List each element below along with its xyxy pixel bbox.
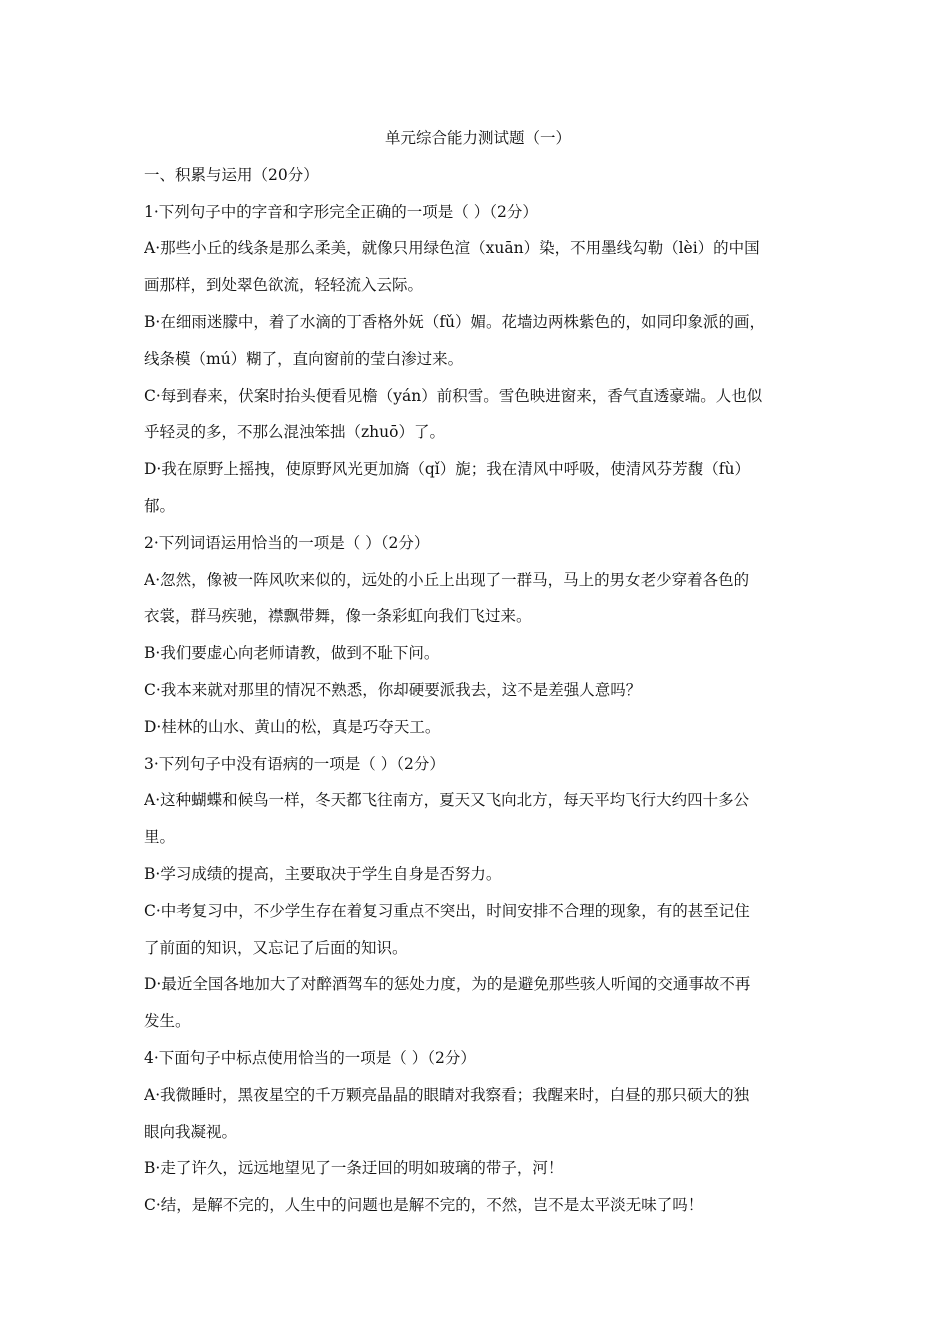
question-1-option-b-line-2: 线条模（mú）糊了，直向窗前的莹白渗过来。 xyxy=(144,349,464,368)
question-3-option-a-line-2: 里。 xyxy=(144,828,176,847)
question-1-stem: 1·下列句子中的字音和字形完全正确的一项是（ ）（2分） xyxy=(144,202,538,221)
question-2-option-a-line-1: A·忽然，像被一阵风吹来似的，远处的小丘上出现了一群马，马上的男女老少穿着各色的 xyxy=(144,570,750,589)
question-1-option-d-line-2: 郁。 xyxy=(144,496,176,515)
question-1-option-c-line-2: 乎轻灵的多，不那么混浊笨拙（zhuō）了。 xyxy=(144,423,445,442)
question-2-stem: 2·下列词语运用恰当的一项是（ ）（2分） xyxy=(144,533,430,552)
question-3-option-b: B·学习成绩的提高，主要取决于学生自身是否努力。 xyxy=(144,864,502,883)
question-1-option-a-line-2: 画那样，到处翠色欲流，轻轻流入云际。 xyxy=(144,276,424,295)
question-2-option-a-line-2: 衣裳，群马疾驰，襟飘带舞，像一条彩虹向我们飞过来。 xyxy=(144,607,532,626)
section-heading: 一、积累与运用（20分） xyxy=(144,165,319,184)
question-4-option-a-line-2: 眼向我凝视。 xyxy=(144,1122,238,1141)
question-4-stem: 4·下面句子中标点使用恰当的一项是（ ）（2分） xyxy=(144,1048,476,1067)
question-3-option-c-line-2: 了前面的知识，又忘记了后面的知识。 xyxy=(144,938,408,957)
question-3-option-d-line-2: 发生。 xyxy=(144,1012,191,1031)
question-4-option-c: C·结，是解不完的，人生中的问题也是解不完的，不然，岂不是太平淡无味了吗！ xyxy=(144,1196,704,1215)
question-3-option-d-line-1: D·最近全国各地加大了对醉酒驾车的惩处力度，为的是避免那些骇人听闻的交通事故不再 xyxy=(144,975,751,994)
page-title: 单元综合能力测试题（一） xyxy=(384,129,571,147)
question-2-option-d: D·桂林的山水、黄山的松，真是巧夺天工。 xyxy=(144,717,441,736)
question-2-option-b: B·我们要虚心向老师请教，做到不耻下问。 xyxy=(144,644,440,663)
question-3-stem: 3·下列句子中没有语病的一项是（ ）（2分） xyxy=(144,754,445,773)
question-3-option-a-line-1: A·这种蝴蝶和候鸟一样，冬天都飞往南方，夏天又飞向北方，每天平均飞行大约四十多公 xyxy=(144,791,750,810)
question-3-option-c-line-1: C·中考复习中，不少学生存在着复习重点不突出，时间安排不合理的现象，有的甚至记住 xyxy=(144,901,750,920)
question-4-option-b: B·走了许久，远远地望见了一条迂回的明如玻璃的带子，河！ xyxy=(144,1159,564,1178)
document-page xyxy=(144,120,812,1224)
question-1-option-a-line-1: A·那些小丘的线条是那么柔美，就像只用绿色渲（xuān）染，不用墨线勾勒（lèi）的中国 xyxy=(144,239,760,258)
question-1-option-d-line-1: D·我在原野上摇拽，使原野风光更加旖（qǐ）旎；我在清风中呼吸，使清风芬芳馥（fù） xyxy=(144,460,750,479)
question-1-option-b-line-1: B·在细雨迷朦中，着了水滴的丁香格外妩（fǔ）媚。花墙边两株紫色的，如同印象派的画， xyxy=(144,312,766,331)
question-4-option-a-line-1: A·我微睡时，黑夜星空的千万颗亮晶晶的眼睛对我察看；我醒来时，白昼的那只硕大的独 xyxy=(144,1085,750,1104)
question-1-option-c-line-1: C·每到春来，伏案时抬头便看见檐（yán）前积雪。雪色映进窗来，香气直透豪端。人也似 xyxy=(144,386,763,405)
question-2-option-c: C·我本来就对那里的情况不熟悉，你却硬要派我去，这不是差强人意吗？ xyxy=(144,680,642,699)
